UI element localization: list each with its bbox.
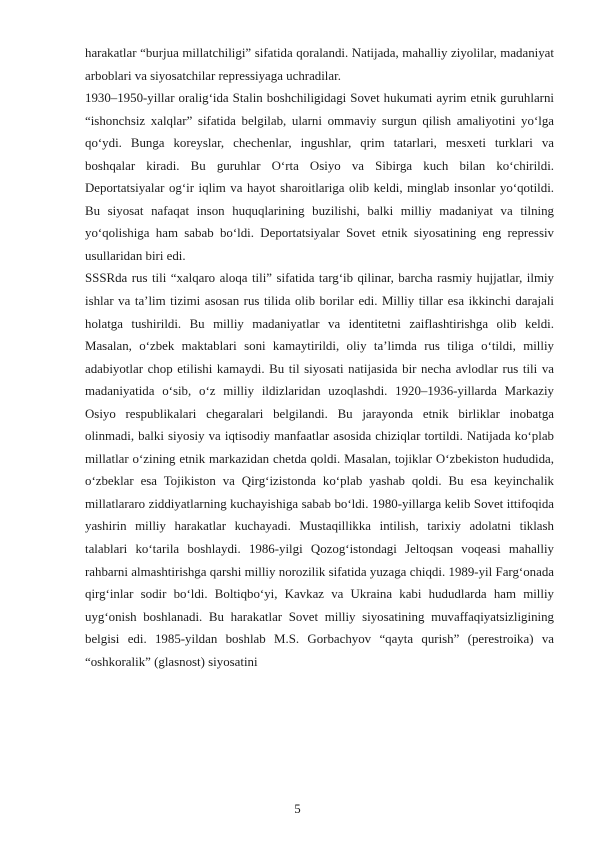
body-text (85, 42, 554, 673)
paragraph-2: 1930–1950-yillar oralig‘ida Stalin boshchiligidagi Sovet hukumati ayrim etnik guruhlarni “ishonchsiz xalqlar” sifatida belgilab, ularni ommaviy surgun qilish amaliyotini yo‘lga qo‘ydi. Bunga koreyslar, chechenlar, ingushlar, qrim tatarlari, mesxeti turklari va boshqalar kiradi. Bu guruhlar O‘rta Osiyo va Sibirga kuch bilan ko‘chirildi. Deportatsiyalar og‘ir iqlim va hayot sharoitlariga olib keldi, minglab insonlar yo‘qotildi. Bu siyosat nafaqat inson huquqlarining buzilishi, balki milliy madaniyat va tilning yo‘qolishiga ham sabab bo‘ldi. Deportatsiyalar Sovet etnik siyosatining eng repressiv usullaridan biri edi. (85, 91, 554, 263)
paragraph-1: harakatlar “burjua millatchiligi” sifatida qoralandi. Natijada, mahalliy ziyolilar, madaniyat arboblari va siyosatchilar repressiyaga uchradilar. (85, 46, 554, 83)
page-number: 5 (294, 802, 301, 816)
paragraph-3: SSSRda rus tili “xalqaro aloqa tili” sifatida targ‘ib qilinar, barcha rasmiy hujjatlar, ilmiy ishlar va ta’lim tizimi asosan rus tilida olib borilar edi. Milliy tillar esa ikkinchi darajali holatga tushirildi. Bu milliy madaniyatlar va identitetni zaiflashtirishga olib keldi. Masalan, o‘zbek maktablari soni kamaytirildi, oliy ta’limda rus tiliga o‘tildi, milliy adabiyotlar chop etilishi kamaydi. Bu til siyosati natijasida bir necha avlodlar rus tili va madaniyatida o‘sib, o‘z milliy ildizlaridan uzoqlashdi. 1920–1936-yillarda Markaziy Osiyo respublikalari chegaralari belgilandi. Bu jarayonda etnik birliklar inobatga olinmadi, balki siyosiy va iqtisodiy manfaatlar asosida chiziqlar tortildi. Natijada ko‘plab millatlar o‘zining etnik markazidan chetda qoldi. Masalan, tojiklar O‘zbekiston hududida, o‘zbeklar esa Tojikiston va Qirg‘izistonda ko‘plab yashab qoldi. Bu esa keyinchalik millatlararo ziddiyatlarning kuchayishiga sabab bo‘ldi. 1980-yillarga kelib Sovet ittifoqida yashirin milliy harakatlar kuchayadi. Mustaqillikka intilish, tarixiy adolatni tiklash talablari ko‘tarila boshlaydi. 1986-yilgi Qozog‘istondagi Jeltoqsan voqeasi mahalliy rahbarni almashtirishga qarshi milliy norozilik sifatida yuzaga chiqdi. 1989-yil Farg‘onada qirg‘inlar sodir bo‘ldi. Boltiqbo‘yi, Kavkaz va Ukraina kabi hududlarda ham milliy uyg‘onish boshlanadi. Bu harakatlar Sovet milliy siyosatining muvaffaqiyatsizligining belgisi edi. 1985-yildan boshlab M.S. Gorbachyov “qayta qurish” (perestroika) va “oshkoralik” (glasnost) siyosatini (85, 271, 554, 669)
